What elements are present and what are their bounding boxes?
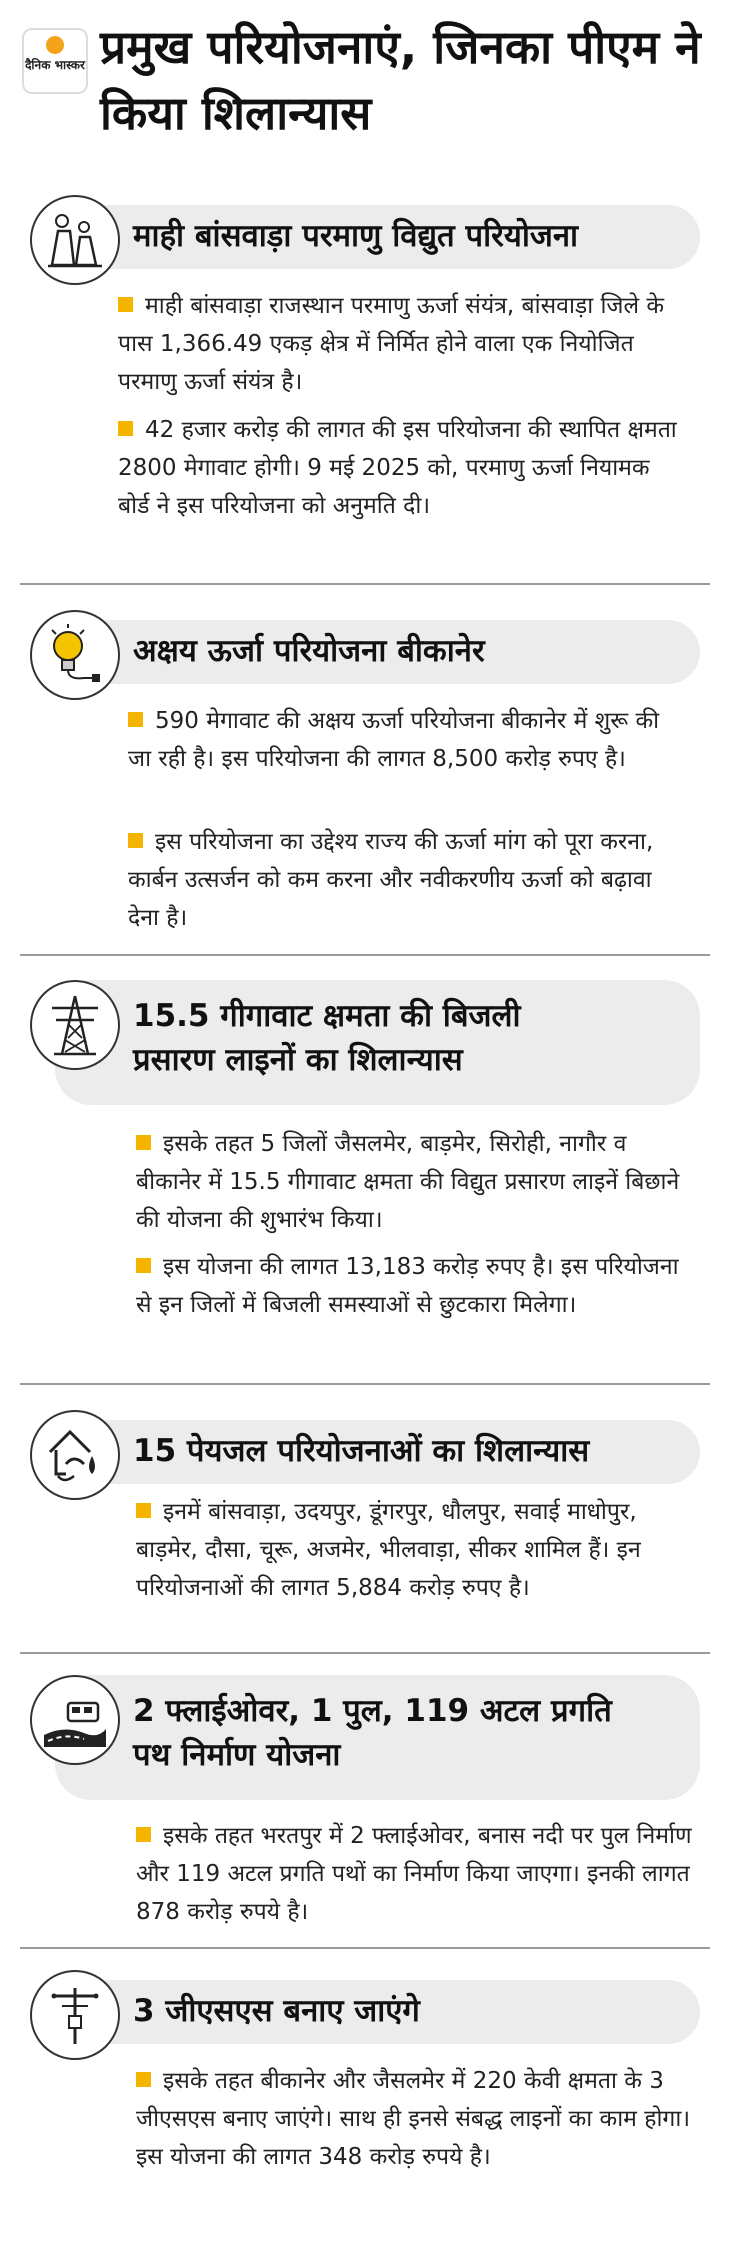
nuclear-plant-icon bbox=[30, 195, 120, 285]
section-transmission-lines bbox=[0, 980, 730, 1380]
section-heading: माही बांसवाड़ा परमाणु विद्युत परियोजना bbox=[133, 218, 579, 254]
bullet-square-icon bbox=[128, 712, 143, 727]
bullet-item: माही बांसवाड़ा राजस्थान परमाणु ऊर्जा संयंत्र, बांसवाड़ा जिले के पास 1,366.49 एकड़ क्षेत्र में निर्मित होने वाला एक नियोजित परमाणु ऊर्जा संयंत्र है। bbox=[118, 293, 665, 395]
logo-text: दैनिक भास्कर bbox=[25, 58, 85, 72]
bullet-item: इसके तहत भरतपुर में 2 फ्लाईओवर, बनास नदी पर पुल निर्माण और 119 अटल प्रगति पथों का निर्माण किया जाएगा। इनकी लागत 878 करोड़ रुपये है। bbox=[136, 1823, 692, 1925]
bullet-item: 590 मेगावाट की अक्षय ऊर्जा परियोजना बीकानेर में शुरू की जा रही है। इस परियोजना की लागत 8,500 करोड़ रुपए है। bbox=[128, 708, 660, 772]
page-title: प्रमुख परियोजनाएं, जिनका पीएम ने किया शिलान्यास bbox=[100, 20, 701, 140]
divider bbox=[20, 1383, 710, 1385]
section-heading: 15 पेयजल परियोजनाओं का शिलान्यास bbox=[133, 1433, 590, 1469]
bullet-item: इसके तहत 5 जिलों जैसलमेर, बाड़मेर, सिरोही, नागौर व बीकानेर में 15.5 गीगावाट क्षमता की विद्युत प्रसारण लाइनें बिछाने की योजना की शुभारंभ किया। bbox=[136, 1131, 680, 1233]
section-heading: 15.5 गीगावाट क्षमता की बिजली प्रसारण लाइनों का शिलान्यास bbox=[133, 998, 521, 1078]
bullet-item: इनमें बांसवाड़ा, उदयपुर, डूंगरपुर, धौलपुर, सवाई माधोपुर, बाड़मेर, दौसा, चूरू, अजमेर, भीलवाड़ा, सीकर शामिल हैं। इन परियोजनाओं की लागत 5,884 करोड़ रुपए है। bbox=[136, 1499, 641, 1601]
light-bulb-plug-icon bbox=[30, 610, 120, 700]
bullet-square-icon bbox=[136, 1135, 151, 1150]
section-gss bbox=[0, 1970, 730, 2244]
bullet-item: इसके तहत बीकानेर और जैसलमेर में 220 केवी क्षमता के 3 जीएसएस बनाए जाएंगे। साथ ही इनसे संबद्ध लाइनों का काम होगा। इस योजना की लागत 348 करोड़ रुपये है। bbox=[136, 2068, 691, 2170]
section-mahi-banswara bbox=[0, 195, 730, 580]
bullet-square-icon bbox=[118, 421, 133, 436]
bullet-square-icon bbox=[136, 1503, 151, 1518]
power-pole-icon bbox=[30, 1970, 120, 2060]
divider bbox=[20, 583, 710, 585]
bullet-item: इस योजना की लागत 13,183 करोड़ रुपए है। इस परियोजना से इन जिलों में बिजली समस्याओं से छुटकारा मिलेगा। bbox=[136, 1254, 679, 1318]
divider bbox=[20, 954, 710, 956]
divider bbox=[20, 1652, 710, 1654]
section-heading: 3 जीएसएस बनाए जाएंगे bbox=[133, 1993, 420, 2029]
bullet-square-icon bbox=[118, 297, 133, 312]
road-bus-icon bbox=[30, 1675, 120, 1765]
bullet-square-icon bbox=[136, 2072, 151, 2087]
water-house-icon bbox=[30, 1410, 120, 1500]
divider bbox=[20, 1947, 710, 1949]
section-drinking-water bbox=[0, 1410, 730, 1650]
bullet-square-icon bbox=[128, 833, 143, 848]
section-heading: अक्षय ऊर्जा परियोजना बीकानेर bbox=[133, 633, 485, 669]
section-akshay-urja bbox=[0, 610, 730, 950]
bullet-item: इस परियोजना का उद्देश्य राज्य की ऊर्जा मांग को पूरा करना, कार्बन उत्सर्जन को कम करना और नवीकरणीय ऊर्जा को बढ़ावा देना है। bbox=[128, 829, 654, 931]
section-flyover bbox=[0, 1675, 730, 1945]
bullet-item: 42 हजार करोड़ की लागत की इस परियोजना की स्थापित क्षमता 2800 मेगावाट होगी। 9 मई 2025 को, परमाणु ऊर्जा नियामक बोर्ड ने इस परियोजना को अनुमति दी। bbox=[118, 417, 677, 519]
bullet-square-icon bbox=[136, 1258, 151, 1273]
dainik-bhaskar-logo bbox=[22, 28, 88, 94]
header bbox=[0, 0, 730, 175]
section-heading: 2 फ्लाईओवर, 1 पुल, 119 अटल प्रगति पथ निर्माण योजना bbox=[133, 1693, 612, 1773]
transmission-tower-icon bbox=[30, 980, 120, 1070]
sun-icon bbox=[46, 36, 64, 54]
bullet-square-icon bbox=[136, 1827, 151, 1842]
